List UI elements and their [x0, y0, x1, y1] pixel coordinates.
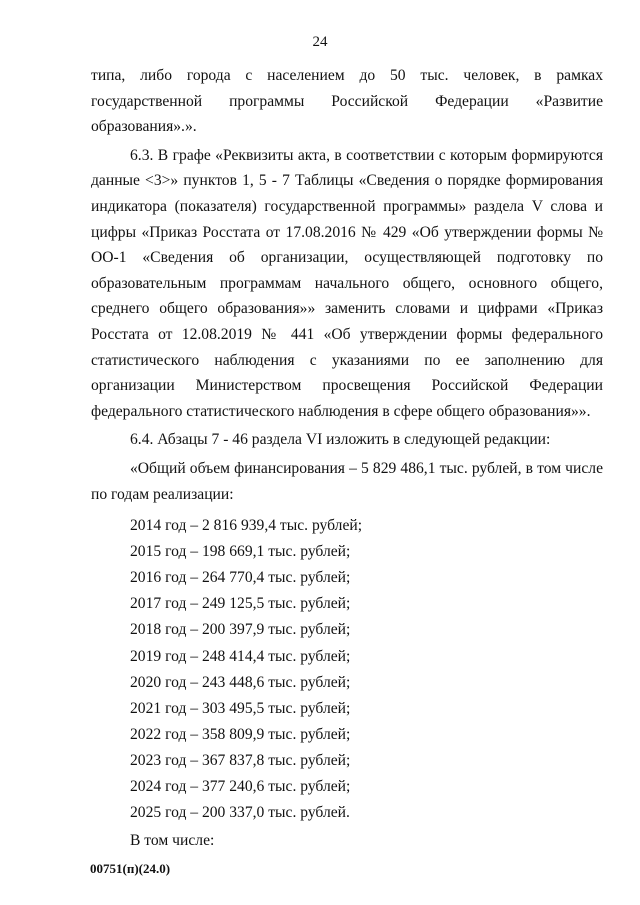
year-item-2014: 2014 год – 2 816 939,4 тыс. рублей;	[130, 517, 363, 535]
year-item-2017: 2017 год – 249 125,5 тыс. рублей;	[130, 595, 351, 613]
document-body	[91, 63, 603, 854]
page-number: 24	[312, 34, 328, 50]
year-item-2019: 2019 год – 248 414,4 тыс. рублей;	[130, 647, 351, 665]
paragraph-continuation: типа, либо города с населением до 50 тыс. человек, в рамках государственной программы Российской Федерации «Развитие образования».».	[91, 67, 603, 136]
year-item-2020: 2020 год – 243 448,6 тыс. рублей;	[130, 673, 351, 691]
paragraph-6-3: 6.3. В графе «Реквизиты акта, в соответствии с которым формируются данные <3>» пунктов 1, 5 - 7 Таблицы «Сведения о порядке формирования индикатора (показателя) государственной программы» раздела V слова и цифры «Приказ Росстата от 17.08.2016 № 429 «Об утверждении формы № ОО-1 «Сведения об организации, осуществляющей подготовку по образовательным программам начального общего, основного общего, среднего общего образования»» заменить словами и цифрами «Приказ Росстата от 12.08.2019 № 441 «Об утверждении формы федерального статистического наблюдения с указаниями по ее заполнению для организации Министерством просвещения Российской Федерации федерального статистического наблюдения в сфере общего образования»».	[91, 146, 603, 420]
year-item-2022: 2022 год – 358 809,9 тыс. рублей;	[130, 725, 351, 743]
year-item-2021: 2021 год – 303 495,5 тыс. рублей;	[130, 699, 351, 717]
document-code: 00751(п)(24.0)	[90, 861, 171, 876]
year-item-2016: 2016 год – 264 770,4 тыс. рублей;	[130, 569, 351, 587]
year-item-2025: 2025 год – 200 337,0 тыс. рублей.	[130, 804, 350, 822]
paragraph-6-4: 6.4. Абзацы 7 - 46 раздела VI изложить в следующей редакции:	[130, 431, 551, 449]
year-item-2015: 2015 год – 198 669,1 тыс. рублей;	[130, 543, 351, 561]
year-item-2024: 2024 год – 377 240,6 тыс. рублей;	[130, 778, 351, 796]
year-item-2023: 2023 год – 367 837,8 тыс. рублей;	[130, 751, 351, 769]
financing-by-year-list	[91, 513, 603, 826]
paragraph-financing-total: «Общий объем финансирования – 5 829 486,1 тыс. рублей, в том числе по годам реализации:	[91, 459, 603, 503]
year-item-2018: 2018 год – 200 397,9 тыс. рублей;	[130, 621, 351, 639]
in-total-label: В том числе:	[130, 832, 215, 850]
